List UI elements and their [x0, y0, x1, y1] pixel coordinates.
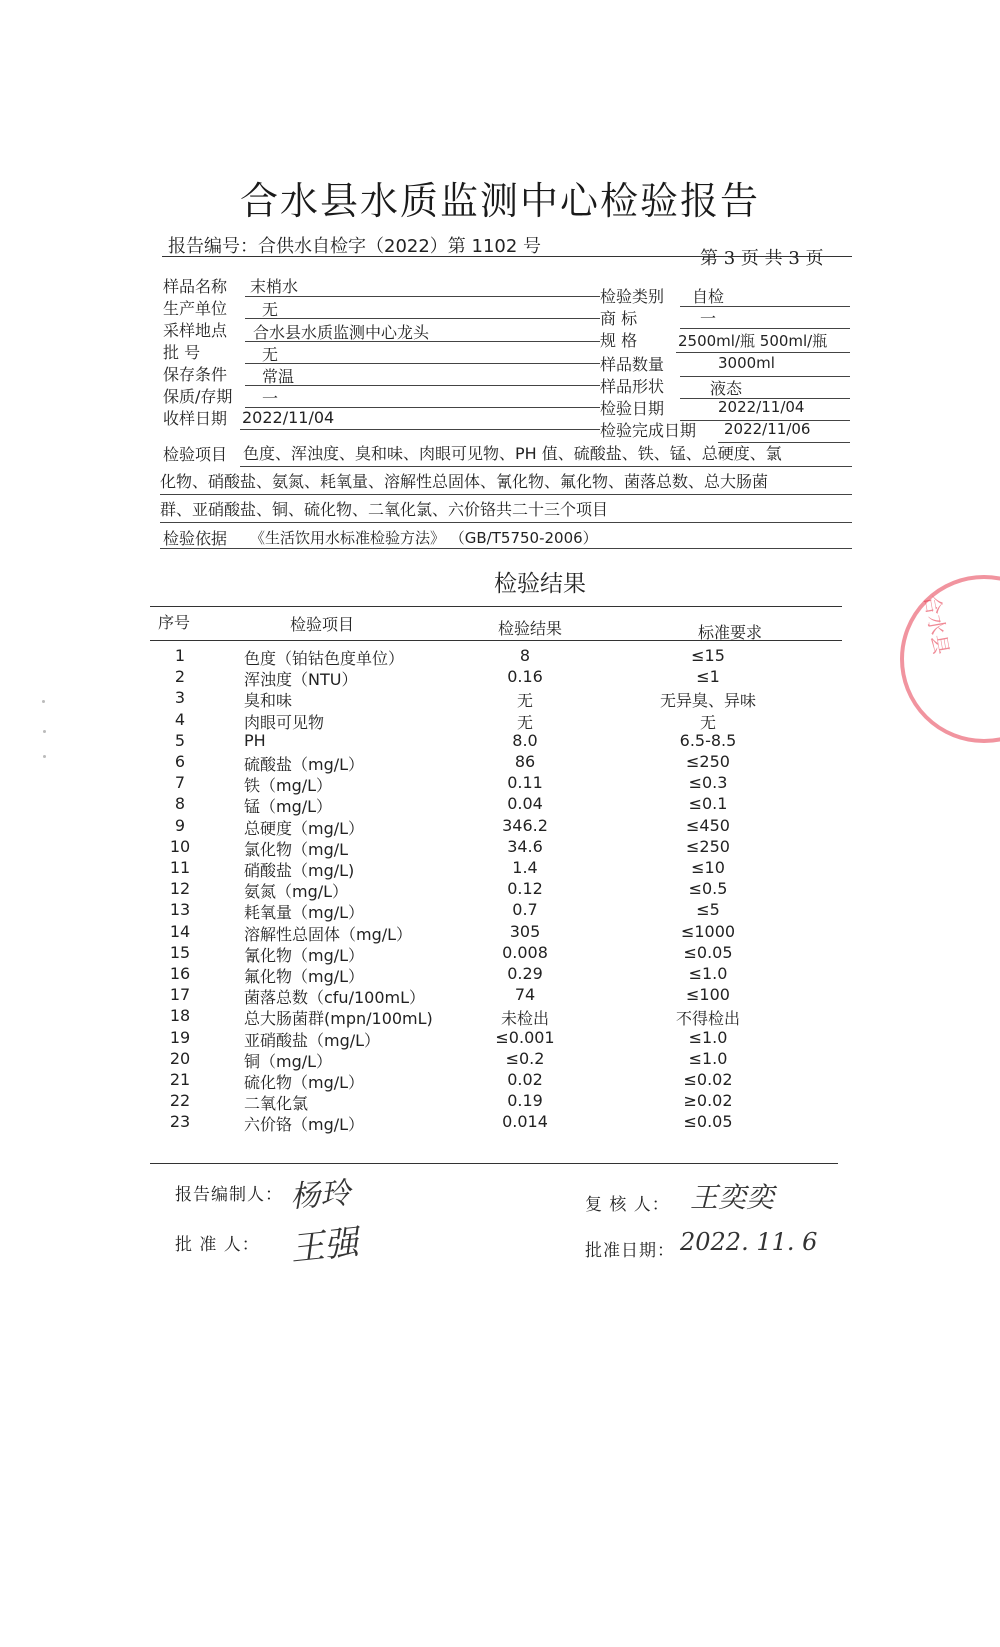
- trademark-label: 商 标: [600, 309, 638, 328]
- row-item: 总大肠菌群(mpn/100mL): [244, 1009, 433, 1029]
- row-number: 18: [169, 1006, 191, 1026]
- row-standard: 6.5-8.5: [679, 730, 737, 750]
- basis-value: 《生活饮用水标准检验方法》 （GB/T5750-2006）: [250, 529, 598, 547]
- storage-label: 保存条件: [163, 365, 228, 384]
- row-result: 无: [516, 712, 533, 732]
- row-result: 0.008: [502, 942, 548, 962]
- table-row: [150, 922, 850, 942]
- header-item: 检验项目: [290, 615, 355, 634]
- row-item: 二氧化氯: [244, 1094, 309, 1114]
- row-item: 亚硝酸盐（mg/L）: [244, 1030, 381, 1050]
- row-number: 15: [169, 942, 191, 962]
- row-standard: ≤0.02: [683, 1070, 733, 1089]
- underline: [160, 522, 852, 523]
- row-result: 74: [514, 985, 536, 1005]
- table-row: [150, 794, 850, 817]
- row-item: 溶解性总固体（mg/L）: [244, 924, 413, 944]
- row-standard: ≤450: [686, 815, 730, 835]
- row-standard: ≤250: [686, 836, 730, 856]
- row-result: 0.16: [507, 667, 543, 687]
- header-result: 检验结果: [498, 619, 563, 638]
- scan-speck: [42, 700, 45, 703]
- row-standard: ≤250: [686, 752, 730, 771]
- row-standard: ≤1.0: [688, 964, 728, 983]
- underline: [680, 376, 850, 377]
- header-standard: 标准要求: [698, 623, 763, 642]
- stamp-text: 合水县: [919, 593, 954, 657]
- row-standard: ≤0.05: [683, 1112, 733, 1132]
- sample-name-value: 末梢水: [250, 277, 299, 296]
- table-row: [150, 1070, 850, 1090]
- producer-label: 生产单位: [163, 299, 228, 318]
- table-top-rule: [150, 606, 842, 607]
- row-number: 7: [174, 773, 186, 793]
- header-divider: [162, 256, 852, 257]
- underline: [245, 341, 600, 342]
- quantity-value: 3000ml: [718, 354, 775, 372]
- row-result: 0.014: [502, 1112, 548, 1132]
- row-number: 14: [169, 921, 191, 941]
- table-row: [150, 879, 850, 902]
- row-standard: ≤1000: [680, 921, 736, 941]
- underline: [160, 494, 852, 495]
- sampling-site-value: 合水县水质监测中心龙头: [253, 323, 430, 342]
- row-result: 86: [514, 752, 536, 771]
- row-number: 10: [169, 836, 191, 856]
- test-items-line-3: 群、亚硝酸盐、铜、硫化物、二氧化氯、六价铬共二十三个项目: [160, 500, 609, 519]
- storage-value: 常温: [262, 367, 295, 386]
- basis-label: 检验依据: [163, 529, 228, 548]
- row-number: 19: [169, 1027, 191, 1047]
- row-number: 12: [169, 879, 191, 899]
- row-standard: 无异臭、异味: [659, 691, 756, 711]
- approve-date-label: 批准日期：: [585, 1241, 675, 1261]
- table-bottom-rule: [150, 1163, 838, 1164]
- row-result: 34.6: [507, 836, 543, 856]
- batch-label: 批 号: [163, 343, 201, 362]
- reviewer-label: 复 核 人：: [585, 1195, 670, 1215]
- row-standard: ≥0.02: [683, 1091, 733, 1111]
- official-stamp: [900, 575, 1000, 743]
- row-item: 氨氮（mg/L）: [244, 882, 349, 902]
- test-items-line-1: 色度、浑浊度、臭和味、肉眼可见物、PH 值、硫酸盐、铁、锰、总硬度、氯: [243, 444, 782, 463]
- row-result: ≤0.2: [505, 1048, 545, 1068]
- row-item: 肉眼可见物: [244, 712, 325, 732]
- table-row: [150, 816, 850, 836]
- row-number: 4: [174, 709, 186, 729]
- row-result: 305: [509, 921, 541, 941]
- row-standard: ≤0.5: [688, 879, 728, 899]
- table-row: [150, 1091, 850, 1114]
- row-number: 23: [169, 1112, 191, 1132]
- row-item: 菌落总数（cfu/100mL）: [244, 988, 426, 1008]
- approve-date-value: 2022. 11. 6: [680, 1228, 818, 1256]
- row-result: 0.7: [512, 900, 538, 920]
- row-item: 总硬度（mg/L）: [244, 818, 365, 838]
- row-standard: ≤15: [691, 646, 725, 665]
- row-item: 硝酸盐（mg/L): [244, 861, 355, 880]
- receipt-date-label: 收样日期: [163, 409, 228, 428]
- table-row: [150, 943, 850, 963]
- row-number: 21: [169, 1070, 191, 1089]
- row-item: 臭和味: [244, 691, 293, 711]
- row-number: 5: [174, 730, 186, 750]
- row-number: 22: [169, 1091, 191, 1111]
- table-row: [150, 1028, 850, 1048]
- receipt-date-value: 2022/11/04: [242, 408, 335, 427]
- table-row: [150, 1112, 850, 1135]
- underline: [680, 328, 850, 329]
- underline: [245, 363, 600, 364]
- shelf-life-label: 保质/存期: [163, 387, 233, 406]
- row-item: 锰（mg/L）: [244, 797, 333, 817]
- row-result: 8: [519, 646, 531, 665]
- row-standard: ≤1: [696, 667, 720, 687]
- complete-date-label: 检验完成日期: [600, 421, 697, 440]
- row-item: 氟化物（mg/L）: [244, 967, 365, 986]
- row-number: 8: [174, 794, 186, 814]
- row-item: 硫酸盐（mg/L）: [244, 755, 365, 774]
- row-result: 0.29: [507, 964, 543, 983]
- row-standard: ≤0.05: [683, 942, 733, 962]
- row-result: 0.04: [507, 794, 543, 814]
- approver-signature: 王强: [288, 1222, 361, 1270]
- row-standard: ≤0.1: [688, 794, 728, 814]
- test-items-line-2: 化物、硝酸盐、氨氮、耗氧量、溶解性总固体、氰化物、氟化物、菌落总数、总大肠菌: [160, 472, 769, 491]
- reviewer-signature: 王奕奕: [690, 1181, 775, 1214]
- underline: [240, 466, 852, 467]
- header-no: 序号: [158, 613, 191, 632]
- table-row: [150, 1006, 850, 1029]
- row-result: 0.11: [507, 773, 543, 793]
- sample-name-label: 样品名称: [163, 277, 228, 296]
- row-result: 无: [516, 691, 533, 711]
- table-row: [150, 985, 850, 1008]
- row-standard: ≤1.0: [688, 1027, 728, 1047]
- row-standard: 不得检出: [675, 1009, 740, 1029]
- row-standard: ≤10: [691, 858, 725, 877]
- spec-value: 2500ml/瓶 500ml/瓶: [678, 332, 828, 350]
- quantity-label: 样品数量: [600, 355, 665, 374]
- scan-speck: [43, 755, 46, 758]
- row-standard: 无: [699, 712, 716, 732]
- table-row: [150, 837, 850, 857]
- test-date-value: 2022/11/04: [718, 398, 805, 416]
- report-title: 合水县水质监测中心检验报告: [239, 179, 760, 223]
- row-result: 8.0: [512, 730, 538, 750]
- table-row: [150, 964, 850, 984]
- row-result: 0.12: [507, 879, 543, 899]
- report-number: 报告编号：合供水自检字（2022）第 1102 号: [168, 236, 542, 257]
- row-number: 17: [169, 985, 191, 1005]
- row-number: 2: [174, 667, 186, 687]
- row-result: ≤0.001: [495, 1027, 555, 1047]
- sampling-site-label: 采样地点: [163, 321, 228, 340]
- row-item: 浑浊度（NTU）: [244, 670, 358, 690]
- table-row: [150, 646, 850, 666]
- row-result: 1.4: [512, 858, 538, 877]
- table-header-rule: [150, 640, 842, 641]
- spec-label: 规 格: [600, 331, 638, 350]
- row-standard: ≤100: [686, 985, 730, 1005]
- compiler-label: 报告编制人：: [175, 1185, 283, 1205]
- shelf-life-value: 一: [262, 389, 279, 408]
- row-item: 耗氧量（mg/L）: [244, 903, 365, 923]
- row-result: 346.2: [502, 815, 548, 835]
- table-row: [150, 773, 850, 796]
- row-result: 0.19: [507, 1091, 543, 1111]
- test-type-value: 自检: [692, 287, 725, 306]
- results-title: 检验结果: [494, 571, 586, 597]
- row-item: 铁（mg/L）: [244, 776, 333, 796]
- row-item: 铜（mg/L）: [244, 1051, 333, 1071]
- table-row: [150, 731, 850, 751]
- row-result: 0.02: [507, 1070, 543, 1089]
- row-result: 未检出: [500, 1009, 549, 1029]
- test-date-label: 检验日期: [600, 399, 665, 418]
- producer-value: 无: [262, 300, 279, 319]
- test-items-label: 检验项目: [163, 445, 228, 464]
- row-number: 16: [169, 964, 191, 983]
- row-number: 11: [169, 858, 191, 877]
- row-standard: ≤1.0: [688, 1048, 728, 1068]
- table-row: [150, 667, 850, 690]
- page-info: 第 3 页 共 3 页: [700, 248, 824, 269]
- trademark-value: 一: [700, 309, 717, 328]
- row-number: 20: [169, 1048, 191, 1068]
- table-row: [150, 710, 850, 730]
- row-item: PH: [244, 730, 266, 750]
- row-item: 硫化物（mg/L）: [244, 1073, 365, 1092]
- row-number: 1: [174, 646, 186, 665]
- row-item: 氯化物（mg/L: [244, 839, 349, 859]
- underline: [160, 548, 852, 549]
- row-number: 3: [174, 688, 186, 708]
- table-row: [150, 1049, 850, 1069]
- row-number: 6: [174, 752, 186, 771]
- approver-label: 批 准 人：: [175, 1235, 260, 1255]
- batch-value: 无: [262, 345, 279, 364]
- underline: [676, 352, 850, 353]
- row-item: 氰化物（mg/L）: [244, 945, 365, 965]
- row-item: 六价铬（mg/L）: [244, 1115, 365, 1135]
- row-number: 9: [174, 815, 186, 835]
- table-row: [150, 752, 850, 772]
- table-row: [150, 900, 850, 923]
- underline: [245, 385, 600, 386]
- complete-date-value: 2022/11/06: [724, 420, 811, 438]
- form-value: 液态: [710, 379, 743, 398]
- underline: [240, 429, 600, 430]
- underline: [245, 318, 600, 319]
- form-label: 样品形状: [600, 377, 665, 396]
- table-row: [150, 688, 850, 711]
- underline: [245, 296, 600, 297]
- table-row: [150, 858, 850, 878]
- row-number: 13: [169, 900, 191, 920]
- row-standard: ≤0.3: [688, 773, 728, 793]
- scan-speck: [43, 730, 46, 733]
- row-standard: ≤5: [696, 900, 720, 920]
- row-item: 色度（铂钴色度单位）: [244, 649, 405, 668]
- compiler-signature: 杨玲: [289, 1175, 352, 1216]
- test-type-label: 检验类别: [600, 287, 665, 306]
